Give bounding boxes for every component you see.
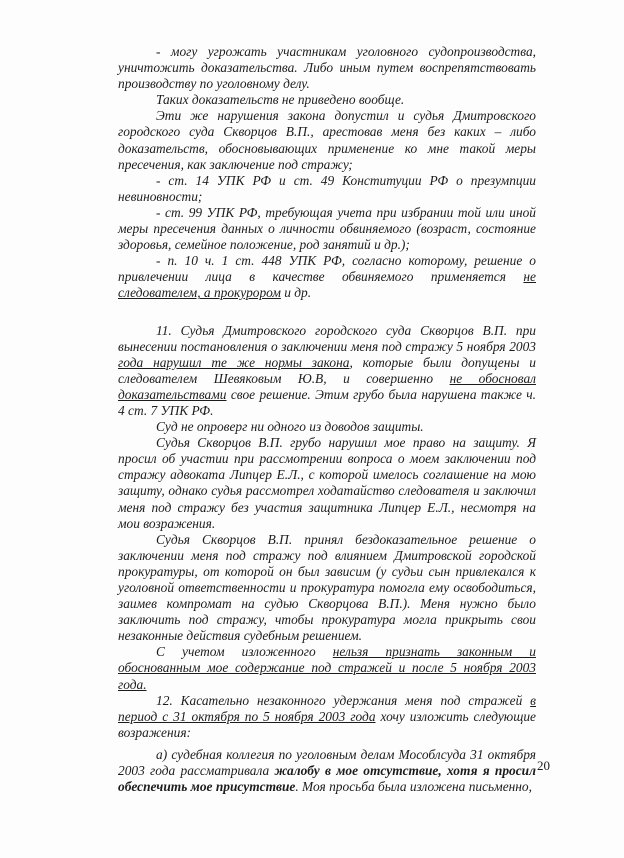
text-run: свое решение. Этим грубо была нарушена также ч. 4 ст. 7 УПК РФ. xyxy=(118,386,536,418)
text-run: Судья Скворцов В.П. принял бездоказательное решение о заключении меня под стражу под влиянием Дмитровской городской прокуратуры, от которой он был зависим (у судьи сын привлекался к уголовной ответственности и прокуратура помогла ему освободиться, заимев компромат на судью Скворцова В.П.). Меня нужно было заключить под стражу, чтобы прокуратура могла прикрыть свои незаконные действия судебным решением. xyxy=(118,531,536,644)
text-run: 12. Касательно незаконного удержания меня под стражей xyxy=(156,692,531,708)
text-run: а) судебная коллегия по уголовным делам Мособлсуда 31 октября 2003 года рассматривала xyxy=(118,746,536,779)
text-run: Эти же нарушения закона допустил и судья Дмитровского городского суда Скворцов В.П., арестовав меня без каких – либо доказательств, обосновывающих применение ко мне такой меры пресечения, как заключение под стражу; xyxy=(118,108,536,172)
page-number: 20 xyxy=(537,758,550,773)
text-run: Судья Скворцов В.П. грубо нарушил мое право на защиту. Я просил об участии при рассмотрении вопроса о моем заключении под стражу адвоката Липцер Е.Л., с которой имелось соглашение на мою защиту, однако судья рассмотрел ходатайство следователя и заключил меня под стражу без участия защитника Липцер Е.Л., несмотря на мои возражения. xyxy=(118,435,536,531)
text-run: , которые были допущены и следователем Шевяковым Ю.В, и совершенно xyxy=(118,354,537,386)
paragraph-8 xyxy=(118,419,536,435)
document-body xyxy=(118,44,536,795)
underlined-text: нельзя признать законным и обоснованным мое содержание под стражей и после 5 ноября 2003 года. xyxy=(118,644,536,692)
paragraph-1 xyxy=(118,44,536,92)
text-run: - ст. 99 УПК РФ, требующая учета при избрании той или иной меры пресечения данных о личности обвиняемого (возраст, состояние здоровья, семейное положение, род занятий и др.); xyxy=(118,204,536,253)
text-run: и др. xyxy=(280,285,312,301)
paragraph-7 xyxy=(118,323,536,420)
underlined-text: не следователем, а прокурором xyxy=(118,269,536,301)
paragraph-9 xyxy=(118,435,536,532)
underlined-text: в период с 31 октября по 5 ноября 2003 года xyxy=(118,692,536,724)
paragraph-4 xyxy=(118,173,536,205)
paragraph-10 xyxy=(118,532,536,645)
text-run: . Моя просьба была изложена письменно, xyxy=(295,779,532,795)
bold-text: жалобу в мое отсутствие, хотя я просил обеспечить мое присутствие xyxy=(118,763,536,795)
paragraph-2 xyxy=(118,92,536,108)
text-run: С учетом изложенного xyxy=(156,644,333,660)
text-run: - могу угрожать участникам уголовного судопроизводства, уничтожить доказательства. Либо иным путем воспрепятствовать производству по уголовному делу. xyxy=(118,44,536,92)
underlined-text: не обосновал доказательствами xyxy=(118,370,536,402)
underlined-text: года нарушил те же нормы закона xyxy=(118,354,350,370)
paragraph-3 xyxy=(118,108,536,172)
paragraph-5 xyxy=(118,205,536,253)
text-run: 11. Судья Дмитровского городского суда Скворцов В.П. при вынесении постановления о заключении меня под стражу 5 ноября 2003 xyxy=(118,322,536,354)
text-run: Суд не опроверг ни одного из доводов защиты. xyxy=(156,419,424,435)
text-run: Таких доказательств не приведено вообще. xyxy=(156,92,405,108)
text-run: - п. 10 ч. 1 ст. 448 УПК РФ, согласно которому, решение о привлечении лица в качестве обвиняемого применяется xyxy=(118,253,536,285)
paragraph-6 xyxy=(118,253,536,301)
paragraph-12 xyxy=(118,693,536,741)
text-run: хочу изложить следующие возражения: xyxy=(118,708,536,740)
paragraph-11 xyxy=(118,644,536,692)
paragraph-gap xyxy=(118,302,536,323)
text-run: - ст. 14 УПК РФ и ст. 49 Конституции РФ о презумпции невиновности; xyxy=(118,172,536,204)
paragraph-13 xyxy=(118,747,536,795)
